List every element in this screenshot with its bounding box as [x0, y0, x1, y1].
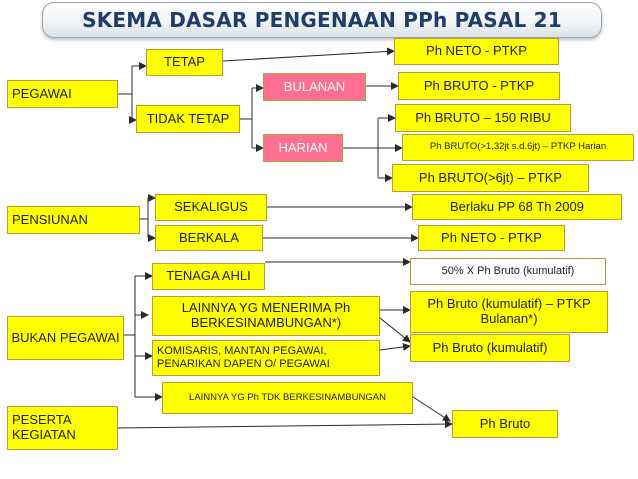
- result-bruto-ptkp: Ph BRUTO - PTKP: [398, 72, 560, 100]
- result-bruto: Ph Bruto: [452, 410, 558, 438]
- node-tetap: TETAP: [146, 49, 223, 76]
- category-pegawai: PEGAWAI: [7, 80, 118, 108]
- node-lainnya-berkesinambungan: LAINNYA YG MENERIMA Ph BERKESINAMBUNGAN*): [152, 296, 380, 336]
- result-50-percent: 50% X Ph Bruto (kumulatif): [410, 258, 606, 285]
- result-bruto-6jt: Ph BRUTO(>6jt) – PTKP: [392, 164, 589, 192]
- result-bruto-kumulatif: Ph Bruto (kumulatif): [410, 334, 570, 362]
- node-lainnya-tdk-berkesinambungan: LAINNYA YG Ph TDK BERKESINAMBUNGAN: [162, 382, 413, 414]
- result-neto-ptkp-berkala: Ph NETO - PTKP: [418, 225, 565, 251]
- node-harian: HARIAN: [263, 134, 343, 162]
- result-bruto-kumulatif-ptkp: Ph Bruto (kumulatif) – PTKP Bulanan*): [410, 291, 608, 333]
- category-pensiunan: PENSIUNAN: [7, 206, 140, 234]
- result-bruto-150-ribu: Ph BRUTO – 150 RIBU: [395, 104, 571, 132]
- node-sekaligus: SEKALIGUS: [155, 194, 267, 221]
- result-berlaku-pp: Berlaku PP 68 Th 2009: [412, 194, 622, 220]
- category-peserta-kegiatan: PESERTA KEGIATAN: [7, 406, 118, 450]
- node-tidak-tetap: TIDAK TETAP: [136, 105, 240, 133]
- node-berkala: BERKALA: [155, 225, 263, 251]
- title-banner: [42, 2, 602, 38]
- node-komisaris: KOMISARIS, MANTAN PEGAWAI, PENARIKAN DAPEN O/ PEGAWAI: [152, 340, 380, 376]
- category-bukan-pegawai: BUKAN PEGAWAI: [7, 316, 124, 360]
- result-bruto-harian: Ph BRUTO(>1,32jt s.d.6jt) – PTKP Harian: [402, 134, 634, 161]
- node-bulanan: BULANAN: [263, 73, 366, 101]
- node-tenaga-ahli: TENAGA AHLI: [152, 263, 265, 290]
- diagram-title: SKEMA DASAR PENGENAAN PPh PASAL 21: [82, 8, 562, 32]
- result-neto-ptkp: Ph NETO - PTKP: [394, 38, 559, 65]
